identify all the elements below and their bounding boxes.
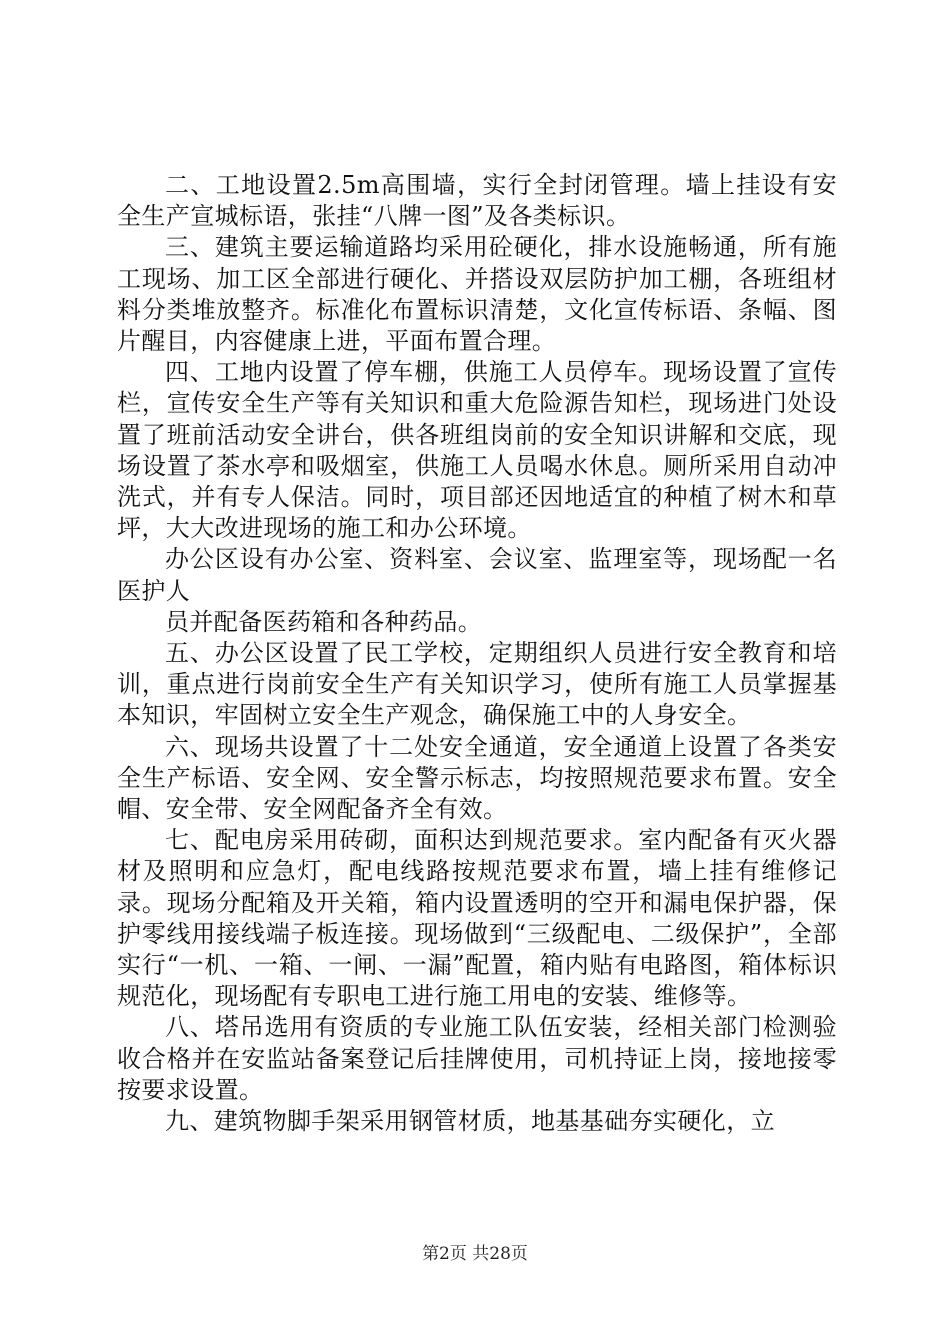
page-number-footer: 第2页 共28页 <box>422 1244 528 1264</box>
document-body <box>117 170 837 1137</box>
paragraph-3: 三、建筑主要运输道路均采用砼硬化，排水设施畅通，所有施工现场、加工区全部进行硬化、并搭设双层防护加工棚，各班组材料分类堆放整齐。标准化布置标识清楚，文化宣传标语、条幅、图片醒目，内容健康上进，平面布置合理。 <box>117 233 837 356</box>
paragraph-7: 七、配电房采用砖砌，面积达到规范要求。室内配备有灭火器材及照明和应急灯，配电线路按规范要求布置，墙上挂有维修记录。现场分配箱及开关箱，箱内设置透明的空开和漏电保护器，保护零线用接线端子板连接。现场做到“三级配电、二级保护”，全部实行“一机、一箱、一闸、一漏”配置，箱内贴有电路图，箱体标识规范化，现场配有专职电工进行施工用电的安装、维修等。 <box>117 826 837 1011</box>
paragraph-5: 五、办公区设置了民工学校，定期组织人员进行安全教育和培训，重点进行岗前安全生产有关知识学习，使所有施工人员掌握基本知识，牢固树立安全生产观念，确保施工中的人身安全。 <box>117 639 837 730</box>
paragraph-2: 二、工地设置2.5m高围墙，实行全封闭管理。墙上挂设有安全生产宣城标语，张挂“八牌一图”及各类标识。 <box>117 171 837 231</box>
paragraph-office-continued: 员并配备医药箱和各种药品。 <box>165 607 483 636</box>
paragraph-9: 九、建筑物脚手架采用钢管材质，地基基础夯实硬化，立 <box>165 1107 775 1136</box>
paragraph-8: 八、塔吊选用有资质的专业施工队伍安装，经相关部门检测验收合格并在安监站备案登记后挂牌使用，司机持证上岗，接地接零按要求设置。 <box>117 1013 837 1104</box>
paragraph-4: 四、工地内设置了停车棚，供施工人员停车。现场设置了宣传栏，宣传安全生产等有关知识和重大危险源告知栏，现场进门处设置了班前活动安全讲台，供各班组岗前的安全知识讲解和交底，现场设置了茶水亭和吸烟室，供施工人员喝水休息。厕所采用自动冲洗式，并有专人保洁。同时，项目部还因地适宜的种植了树木和草坪，大大改进现场的施工和办公环境。 <box>117 358 837 543</box>
paragraph-office: 办公区设有办公室、资料室、会议室、监理室等，现场配一名医护人 <box>117 545 837 605</box>
paragraph-6: 六、现场共设置了十二处安全通道，安全通道上设置了各类安全生产标语、安全网、安全警示标志，均按照规范要求布置。安全帽、安全带、安全网配备齐全有效。 <box>117 732 837 824</box>
